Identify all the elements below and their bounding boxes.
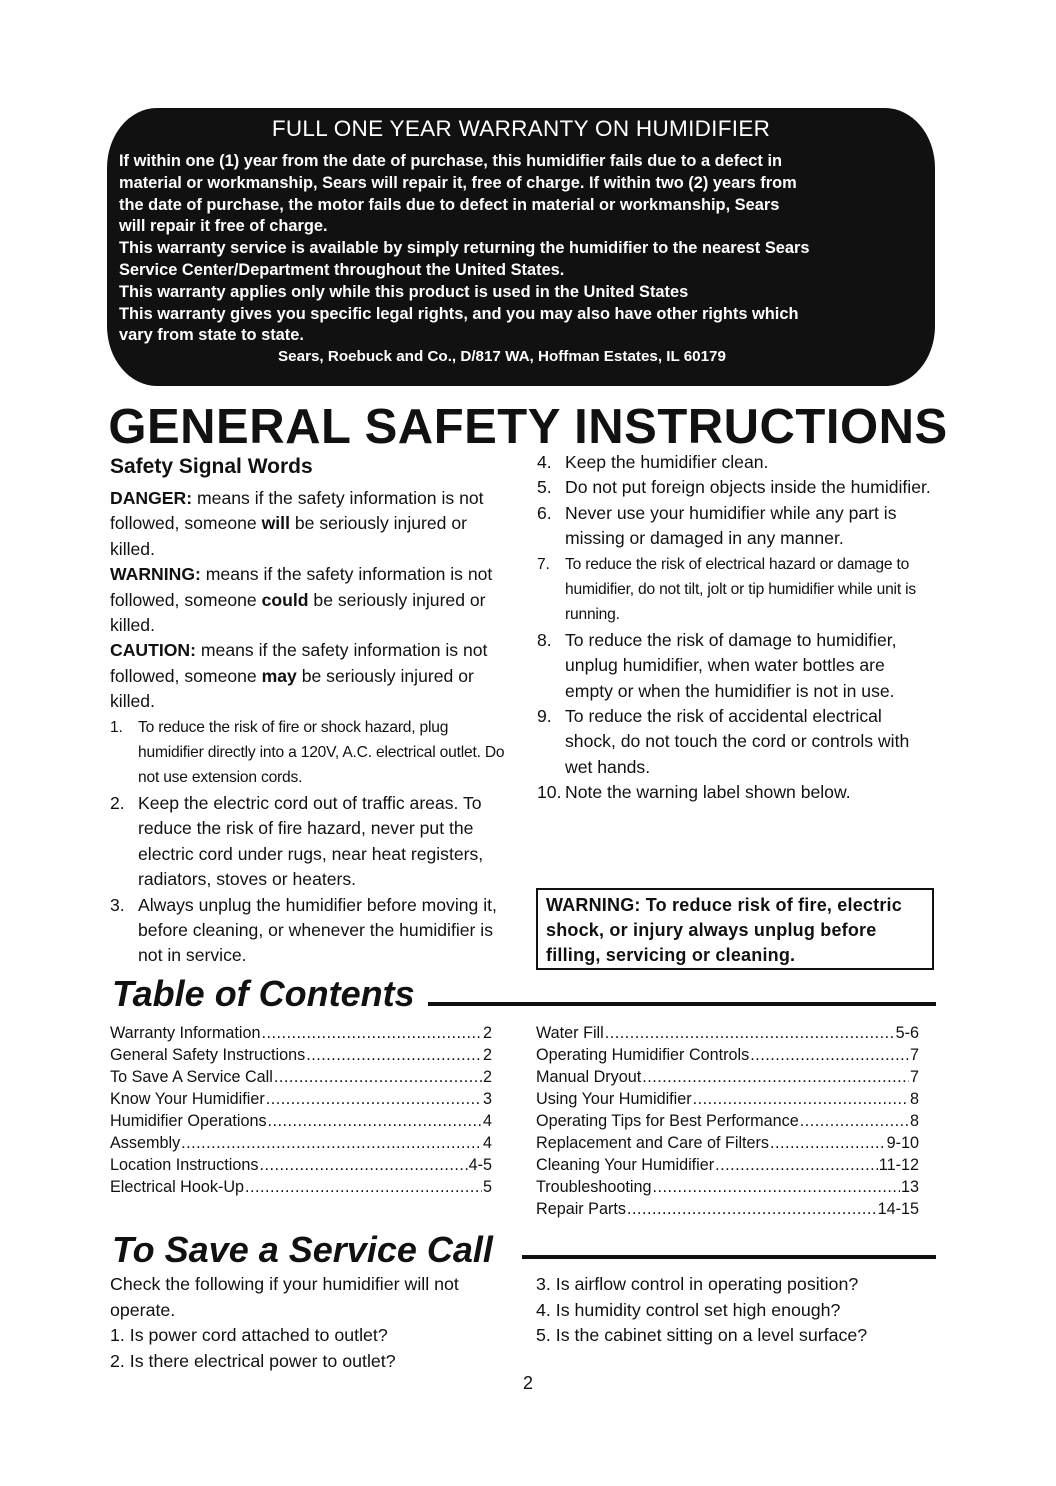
danger-emphasis: will	[261, 513, 290, 534]
safety-item-number: 3.	[110, 894, 125, 915]
toc-entry-label: Humidifier Operations	[110, 1112, 267, 1130]
toc-entry-page: 5	[482, 1178, 492, 1196]
toc-leader	[693, 1088, 909, 1110]
toc-entry[interactable]	[110, 1132, 492, 1154]
safety-item-text: Note the warning label shown below.	[565, 782, 851, 803]
safety-item	[110, 791, 508, 893]
safety-item	[537, 628, 935, 704]
toc-leader	[715, 1154, 878, 1176]
warning-definition	[110, 562, 508, 638]
service-right-column	[536, 1272, 936, 1349]
toc-entry-label: Operating Humidifier Controls	[536, 1046, 750, 1064]
toc-entry-page: 7	[909, 1068, 919, 1086]
safety-item	[537, 704, 935, 780]
toc-entry[interactable]	[536, 1088, 919, 1110]
page-title: GENERAL SAFETY INSTRUCTIONS	[108, 400, 948, 454]
caution-text: means if the safety information is not followed, someone	[110, 640, 488, 686]
safety-signal-heading: Safety Signal Words	[110, 455, 313, 478]
safety-item-number: 2.	[110, 792, 125, 813]
safety-item	[110, 715, 508, 791]
warning-emphasis: could	[261, 589, 309, 610]
warranty-line: This warranty service is available by simply returning the humidifier to the nearest Sears	[119, 239, 810, 258]
toc-leader	[262, 1022, 482, 1044]
toc-entry[interactable]	[536, 1110, 919, 1132]
warranty-line: If within one (1) year from the date of purchase, this humidifier fails due to a defect in	[119, 152, 783, 170]
toc-entry-label: General Safety Instructions	[110, 1046, 306, 1064]
toc-entry-page: 14-15	[877, 1200, 919, 1218]
toc-leader	[181, 1132, 482, 1154]
toc-entry-page: 8	[909, 1090, 919, 1108]
warranty-text	[119, 151, 913, 347]
toc-entry-label: Using Your Humidifier	[536, 1090, 692, 1108]
toc-entry[interactable]	[110, 1088, 492, 1110]
toc-entry-label: Warranty Information	[110, 1024, 261, 1042]
danger-definition	[110, 486, 508, 562]
toc-leader	[653, 1176, 900, 1198]
toc-entry-page: 7	[909, 1046, 919, 1064]
warranty-line: vary from state to state.	[119, 326, 304, 345]
toc-entry-label: Manual Dryout	[536, 1068, 642, 1086]
danger-text-end: be seriously injured or killed.	[110, 513, 467, 559]
warranty-box	[107, 108, 935, 386]
toc-entry-label: Operating Tips for Best Performance	[536, 1112, 799, 1130]
toc-leader	[605, 1022, 895, 1044]
toc-entry-page: 2	[482, 1068, 492, 1086]
warranty-title: FULL ONE YEAR WARRANTY ON HUMIDIFIER	[271, 116, 771, 141]
toc-leader	[800, 1110, 909, 1132]
toc-entry-label: Assembly	[110, 1134, 181, 1152]
toc-entry[interactable]	[536, 1132, 919, 1154]
warranty-line: the date of purchase, the motor fails due to defect in material or workmanship, Sears	[119, 195, 780, 214]
toc-entry-page: 4-5	[468, 1156, 492, 1174]
toc-leader	[268, 1110, 482, 1132]
toc-entry-label: Know Your Humidifier	[110, 1090, 265, 1108]
safety-item-number: 9.	[537, 706, 552, 727]
toc-entry-page: 2	[482, 1046, 492, 1064]
warning-term: WARNING:	[110, 564, 201, 585]
service-heading: To Save a Service Call	[112, 1229, 493, 1270]
toc-heading: Table of Contents	[112, 973, 415, 1014]
safety-item-text: To reduce the risk of accidental electrical shock, do not touch the cord or controls with wet hands.	[565, 706, 910, 777]
service-check-item: 1. Is power cord attached to outlet?	[110, 1325, 388, 1346]
safety-item-number: 5.	[537, 477, 552, 498]
toc-entry-page: 2	[482, 1024, 492, 1042]
safety-left-column	[110, 454, 508, 969]
service-check-item: 2. Is there electrical power to outlet?	[110, 1350, 396, 1371]
toc-entry-label: Location Instructions	[110, 1156, 259, 1174]
toc-leader	[306, 1044, 482, 1066]
safety-item-number: 1.	[110, 718, 123, 736]
toc-entry-label: Replacement and Care of Filters	[536, 1134, 770, 1152]
toc-leader	[274, 1066, 482, 1088]
safety-item-text: Always unplug the humidifier before moving it, before cleaning, or whenever the humidifier is not in service.	[138, 894, 497, 966]
caution-term: CAUTION:	[110, 640, 197, 661]
toc-right-column	[536, 1022, 919, 1220]
safety-item-text: To reduce the risk of damage to humidifier, unplug humidifier, when water bottles are empty or when the humidifier is not in use.	[565, 629, 897, 701]
warranty-line: Service Center/Department throughout the United States.	[119, 260, 565, 279]
toc-leader	[770, 1132, 886, 1154]
toc-entry-page: 11-12	[878, 1156, 919, 1174]
caution-emphasis: may	[261, 665, 297, 686]
safety-item-text: Never use your humidifier while any part is missing or damaged in any manner.	[565, 502, 897, 549]
safety-item-text: To reduce the risk of electrical hazard or damage to humidifier, do not tilt, jolt or tip humidifier while unit is running.	[565, 555, 916, 624]
toc-entry-label: Repair Parts	[536, 1200, 626, 1218]
service-check-item: 5. Is the cabinet sitting on a level surface?	[536, 1325, 868, 1346]
toc-entry-label: Cleaning Your Humidifier	[536, 1156, 715, 1174]
toc-entry[interactable]	[536, 1022, 919, 1044]
toc-entry[interactable]	[536, 1066, 919, 1088]
toc-entry-page: 9-10	[886, 1134, 919, 1152]
toc-entry-page: 4	[482, 1112, 492, 1130]
toc-leader	[259, 1154, 467, 1176]
safety-item-number: 6.	[537, 502, 552, 523]
toc-entry-page: 4	[482, 1134, 492, 1152]
toc-entry-page: 8	[909, 1112, 919, 1130]
safety-item	[537, 552, 935, 628]
safety-item	[110, 893, 508, 969]
caution-definition	[110, 638, 508, 714]
warning-text-end: be seriously injured or killed.	[110, 589, 486, 636]
toc-leader	[642, 1066, 909, 1088]
toc-leader	[627, 1198, 877, 1220]
toc-entry[interactable]	[110, 1066, 492, 1088]
warranty-line: This warranty applies only while this product is used in the United States	[119, 282, 689, 301]
toc-entry[interactable]	[110, 1154, 492, 1176]
service-intro: Check the following if your humidifier will not operate.	[110, 1274, 459, 1320]
toc-entry-label: Water Fill	[536, 1024, 604, 1042]
warning-text: means if the safety information is not followed, someone	[110, 564, 493, 610]
warranty-line: This warranty gives you specific legal rights, and you may also have other rights which	[119, 304, 799, 323]
warranty-address: Sears, Roebuck and Co., D/817 WA, Hoffman Estates, IL 60179	[278, 348, 726, 366]
toc-entry[interactable]	[110, 1176, 492, 1198]
toc-rule	[428, 1002, 936, 1006]
warning-label-box: WARNING: To reduce risk of fire, electric shock, or injury always unplug before filling, servicing or cleaning.	[536, 888, 934, 970]
toc-entry-label: To Save A Service Call	[110, 1068, 273, 1086]
safety-item	[537, 780, 935, 805]
safety-item	[537, 450, 935, 475]
safety-item-number: 4.	[537, 452, 552, 472]
toc-entry[interactable]	[110, 1110, 492, 1132]
toc-entry[interactable]	[110, 1022, 492, 1044]
toc-entry-label: Troubleshooting	[536, 1178, 652, 1196]
warranty-line: material or workmanship, Sears will repair it, free of charge. If within two (2) years from	[119, 173, 797, 192]
toc-entry[interactable]	[110, 1044, 492, 1066]
toc-entry-label: Electrical Hook-Up	[110, 1178, 245, 1196]
safety-list-left	[110, 715, 508, 969]
toc-leader	[266, 1088, 482, 1110]
service-rule	[522, 1255, 936, 1259]
safety-item	[537, 475, 935, 500]
safety-item-number: 10.	[537, 782, 562, 803]
caution-text-end: be seriously injured or killed.	[110, 665, 474, 712]
toc-entry-page: 13	[900, 1178, 919, 1196]
toc-left-column	[110, 1022, 492, 1198]
toc-entry[interactable]	[536, 1044, 919, 1066]
danger-text: means if the safety information is not followed, someone	[110, 488, 484, 534]
safety-item-text: Keep the electric cord out of traffic areas. To reduce the risk of fire hazard, never put the electric cord under rugs, near heat registers, radiators, stoves or heaters.	[138, 792, 484, 890]
safety-item-number: 7.	[537, 555, 550, 573]
toc-leader	[245, 1176, 482, 1198]
toc-entry[interactable]	[536, 1154, 919, 1176]
page-number: 2	[522, 1373, 533, 1393]
toc-leader	[750, 1044, 909, 1066]
service-check-item: 4. Is humidity control set high enough?	[536, 1299, 841, 1320]
danger-term: DANGER:	[110, 488, 193, 508]
service-check-item: 3. Is airflow control in operating position?	[536, 1274, 859, 1294]
safety-item-text: Do not put foreign objects inside the humidifier.	[565, 477, 931, 498]
safety-item-text: To reduce the risk of fire or shock hazard, plug humidifier directly into a 120V, A.C. electrical outlet. Do not use extension cords.	[138, 718, 505, 787]
safety-right-column	[537, 450, 935, 806]
service-left-column	[110, 1272, 510, 1374]
safety-item-text: Keep the humidifier clean.	[565, 452, 769, 472]
safety-item-number: 8.	[537, 629, 552, 650]
toc-entry-page: 5-6	[895, 1024, 919, 1042]
toc-entry[interactable]	[536, 1198, 919, 1220]
toc-entry[interactable]	[536, 1176, 919, 1198]
safety-list-right	[537, 450, 935, 806]
safety-item	[537, 501, 935, 552]
warranty-line: will repair it free of charge.	[119, 217, 328, 236]
toc-entry-page: 3	[482, 1090, 492, 1108]
